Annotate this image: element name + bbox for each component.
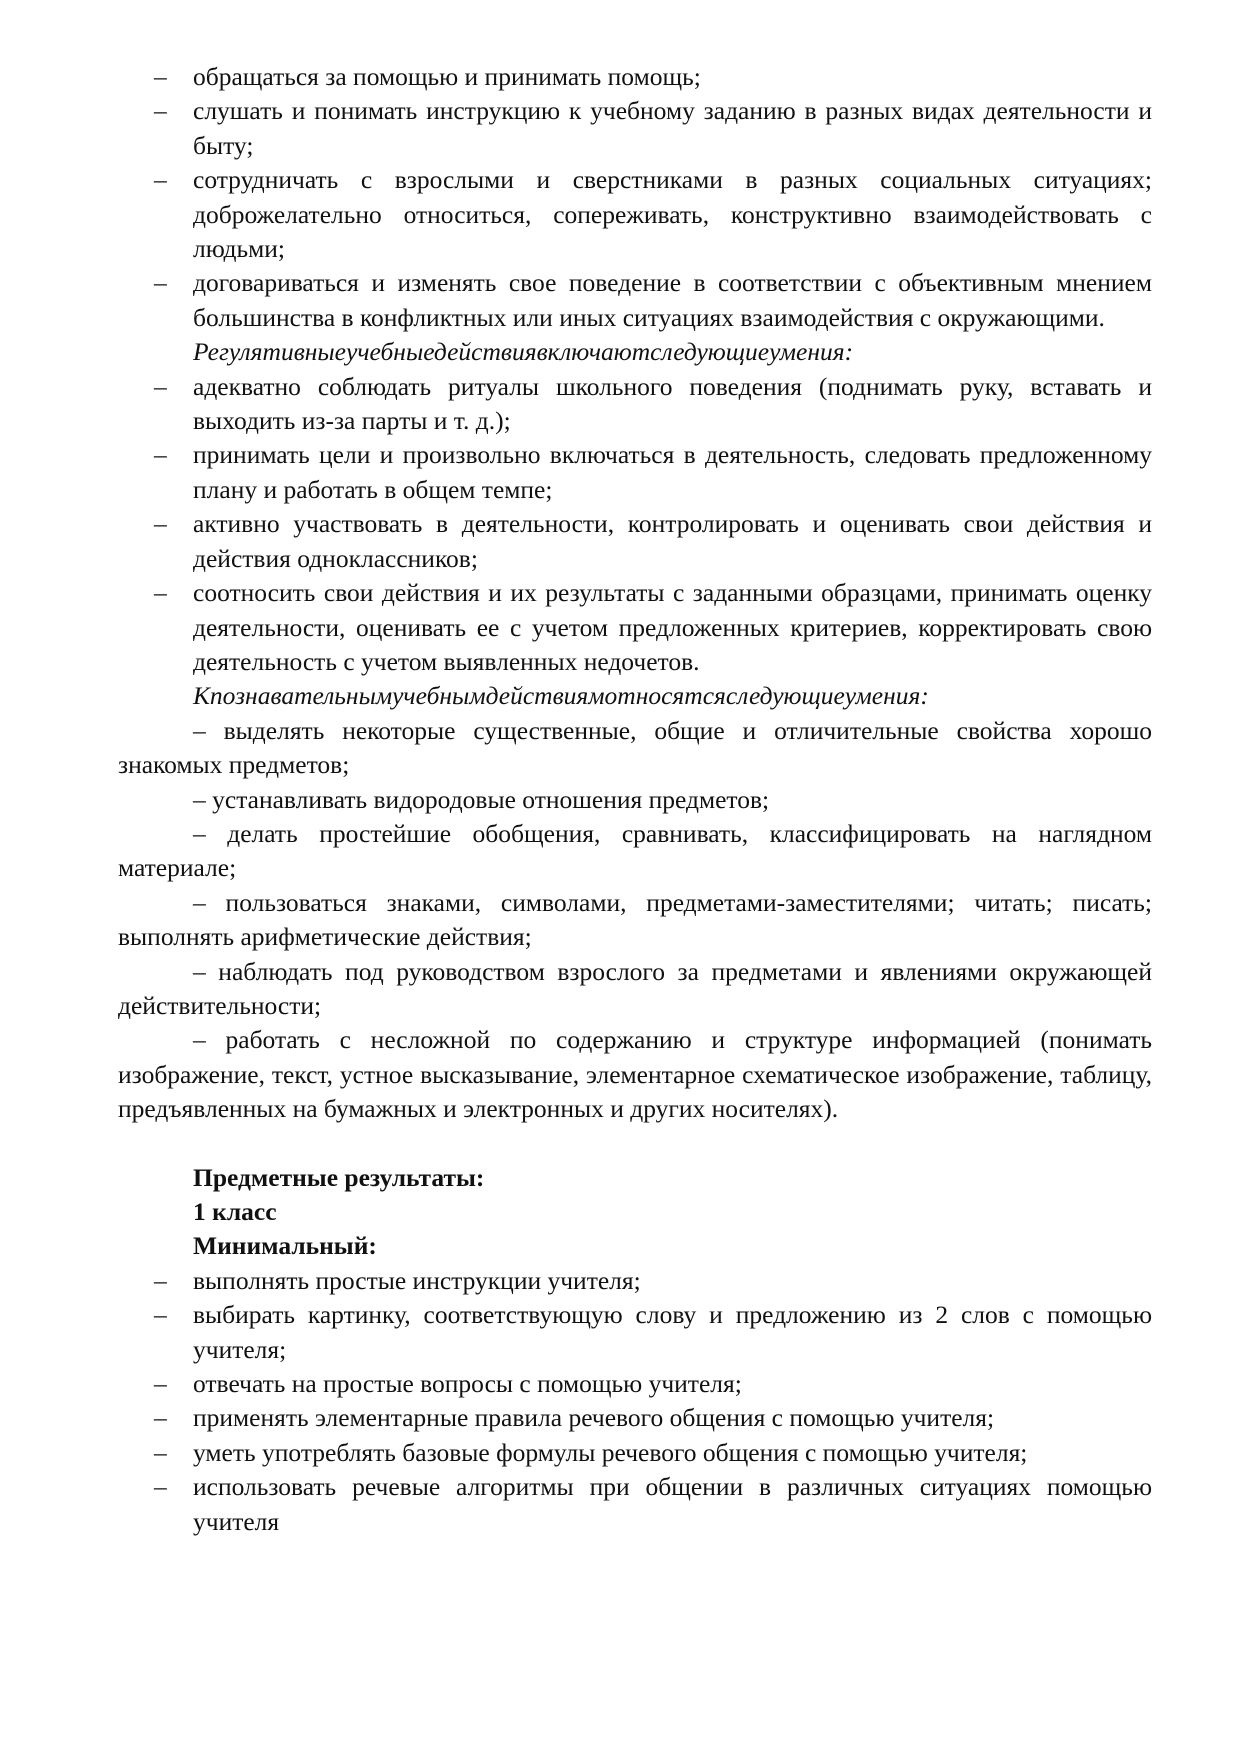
list-item: – слушать и понимать инструкцию к учебному заданию в разных видах деятельности и быту; [118,94,1152,163]
minimal-level-list [118,1264,1152,1539]
level-heading: Минимальный: [193,1231,377,1261]
list-item: – соотносить свои действия и их результаты с заданными образцами, принимать оценку деятельности, оценивать ее с учетом предложенных критериев, корректировать свою деятельность с учетом выявленных недочетов. [118,576,1152,679]
list-item: – сотрудничать с взрослыми и сверстниками в разных социальных ситуациях; доброжелательно относиться, сопереживать, конструктивно взаимодействовать с людьми; [118,163,1152,266]
regulative-skills-list [118,370,1152,680]
paragraph-item: – выделять некоторые существенные, общие и отличительные свойства хорошо знакомых предметов; [118,715,1152,780]
regulative-heading: Регулятивныеучебныедействиявключаютследующиеумения: [193,337,854,367]
list-item: – адекватно соблюдать ритуалы школьного поведения (поднимать руку, вставать и выходить из-за парты и т. д.); [118,370,1152,439]
list-item: – отвечать на простые вопросы с помощью учителя; [118,1367,1152,1401]
paragraph-item: – делать простейшие обобщения, сравнивать, классифицировать на наглядном материале; [118,818,1152,883]
list-item: – использовать речевые алгоритмы при общении в различных ситуациях помощью учителя [118,1470,1152,1539]
subject-results-heading: Предметные результаты: [193,1162,485,1192]
cognitive-skills-list [118,714,1152,1127]
grade-heading: 1 класс [193,1197,277,1226]
spacer [118,1127,1152,1161]
list-item: – принимать цели и произвольно включаться в деятельность, следовать предложенному плану и работать в общем темпе; [118,438,1152,507]
communicative-skills-list [118,60,1152,335]
list-item: – обращаться за помощью и принимать помощь; [118,60,1152,94]
list-item: – договариваться и изменять свое поведение в соответствии с объективным мнением большинства в конфликтных или иных ситуациях взаимодействия с окружающими. [118,266,1152,335]
paragraph-item: – устанавливать видородовые отношения предметов; [193,784,770,814]
paragraph-item: – работать с несложной по содержанию и структуре информацией (понимать изображение, текст, устное высказывание, элементарное схематическое изображение, таблицу, предъявленных на бумажных и электронных и других носителях). [118,1025,1152,1124]
cognitive-heading: Кпознавательнымучебнымдействиямотносятсяследующиеумения: [193,681,929,711]
list-item: – уметь употреблять базовые формулы речевого общения с помощью учителя; [118,1436,1152,1470]
list-item: – выбирать картинку, соответствующую слову и предложению из 2 слов с помощью учителя; [118,1298,1152,1367]
paragraph-item: – пользоваться знаками, символами, предметами-заместителями; читать; писать; выполнять арифметические действия; [118,887,1152,952]
list-item: – активно участвовать в деятельности, контролировать и оценивать свои действия и действия одноклассников; [118,507,1152,576]
list-item: – применять элементарные правила речевого общения с помощью учителя; [118,1401,1152,1435]
paragraph-item: – наблюдать под руководством взрослого за предметами и явлениями окружающей действительности; [118,956,1152,1020]
list-item: – выполнять простые инструкции учителя; [118,1264,1152,1298]
page-content [118,60,1152,1539]
